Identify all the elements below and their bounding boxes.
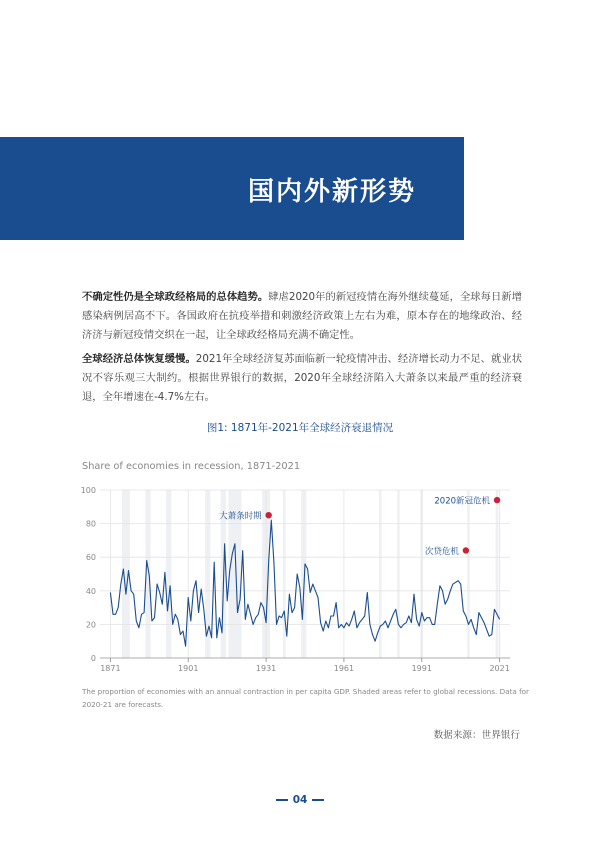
recession-shade	[467, 490, 470, 658]
annotation-marker	[463, 547, 469, 553]
annotation-label: 次贷危机	[424, 546, 459, 557]
figure-caption: 图1: 1871年-2021年全球经济衰退情况	[206, 422, 394, 434]
page-number: 04	[0, 794, 600, 806]
annotation-marker	[494, 497, 500, 503]
annotation-label: 2020新冠危机	[434, 496, 491, 507]
dash-right	[312, 799, 324, 801]
recession-shade	[301, 490, 306, 658]
dash-left	[276, 799, 288, 801]
data-source: 数据来源：世界银行	[433, 730, 520, 741]
paragraph-lead: 全球经济总体恢复缓慢。	[82, 353, 196, 365]
recession-shade	[166, 490, 171, 658]
y-tick-label: 80	[85, 519, 96, 529]
figure-note: The proportion of economies with an annual contraction in per capita GDP. Shaded areas refer to global recessions. Data for 2020-21 are forecasts.	[82, 687, 529, 709]
page-title: 国内外新形势	[247, 177, 416, 207]
paragraph-body: 肆虐2020年的新冠疫情在海外继续蔓延，全球每日新增感染病例居高不下。各国政府在抗疫举措和刺激经济政策上左右为难，原本存在的地缘政治、经济济与新冠疫情交织在一起，让全球政经格局充满不确定性。	[82, 291, 522, 341]
recession-shade	[397, 490, 400, 658]
x-tick-label: 1991	[411, 664, 432, 673]
recession-shade	[283, 490, 286, 658]
annotation-label: 大萧条时期	[219, 511, 262, 522]
recession-shade	[496, 490, 499, 658]
x-tick-label: 1901	[178, 664, 199, 673]
recession-shade	[379, 490, 382, 658]
chart-subtitle: Share of economies in recession, 1871-2021	[82, 461, 301, 472]
x-tick-label: 2021	[489, 664, 510, 673]
y-tick-label: 60	[85, 553, 96, 563]
x-tick-label: 1871	[100, 664, 121, 673]
y-tick-label: 20	[85, 620, 96, 630]
y-tick-label: 100	[80, 486, 96, 495]
annotation-marker	[265, 512, 271, 518]
y-tick-label: 0	[90, 654, 96, 663]
paragraph-lead: 不确定性仍是全球政经格局的总体趋势。	[82, 291, 269, 303]
x-tick-label: 1961	[333, 664, 355, 673]
paragraph-body: 2021年全球经济复苏面临新一轮疫情冲击、经济增长动力不足、就业状况不容乐观三大制约。根据世界银行的数据，2020年全球经济陷入大萧条以来最严重的经济衰退，全年增速在-4.7%左右。	[82, 353, 522, 403]
y-tick-label: 40	[85, 586, 96, 596]
x-tick-label: 1931	[255, 664, 277, 673]
